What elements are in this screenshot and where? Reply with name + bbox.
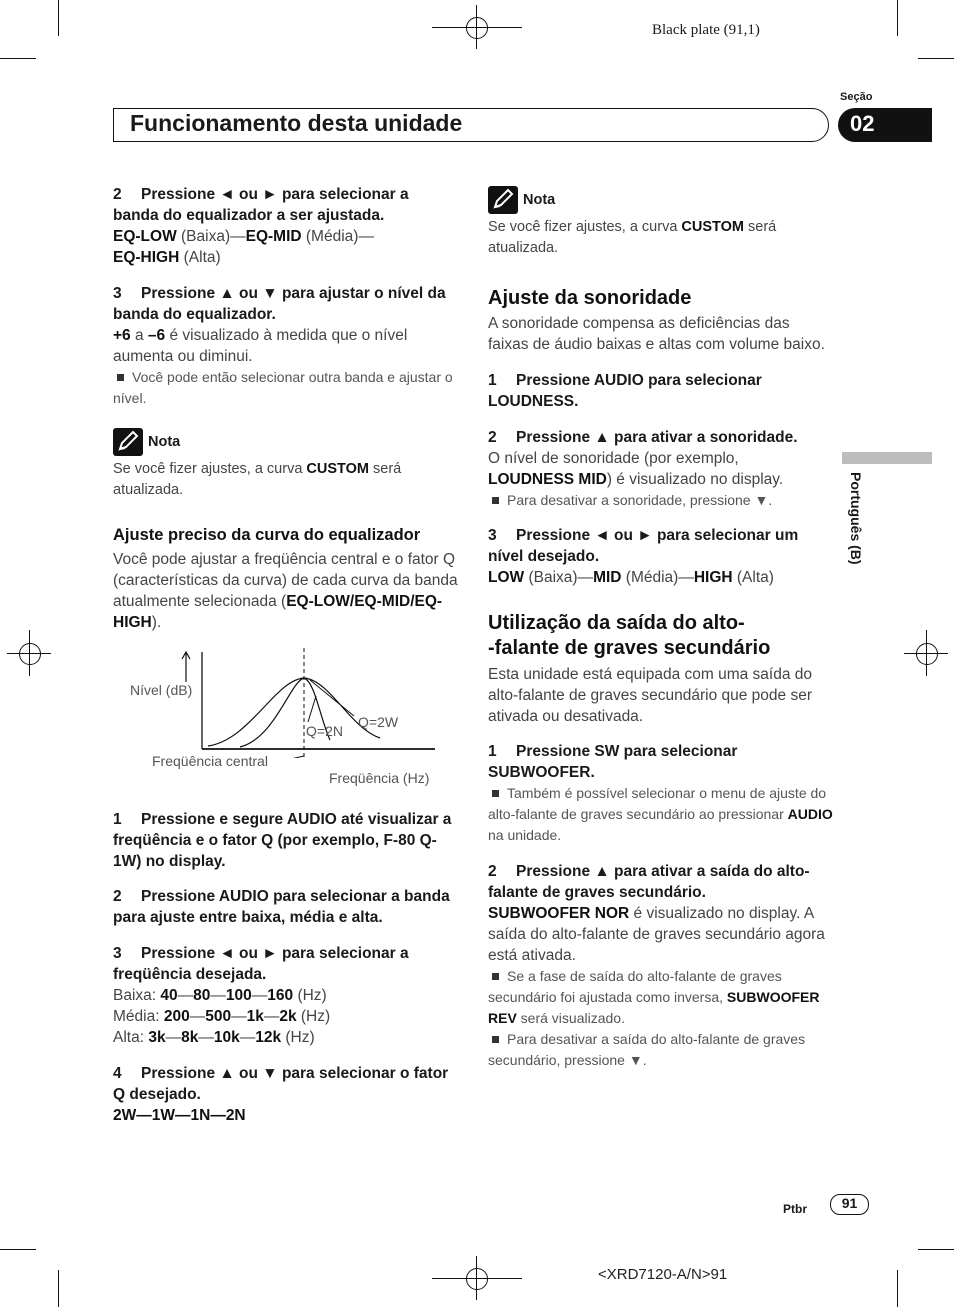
loudness-step-2-body: O nível de sonoridade (por exemplo, LOUDNESS MID) é visualizado no display. bbox=[488, 450, 784, 488]
fine-tune-body: Você pode ajustar a freqüência central e o fator Q (características da curva) de cada curva da banda atualmente selecionada (EQ-LOW/EQ-MID/EQ-HIGH). bbox=[113, 551, 458, 631]
document-code: <XRD7120-A/N>91 bbox=[598, 1266, 728, 1283]
registration-circle bbox=[19, 643, 41, 665]
graph-x-label: Freqüência (Hz) bbox=[329, 770, 430, 786]
subwoofer-step-2-body: SUBWOOFER NOR é visualizado no display. A saída do alto-falante de graves secundário agora está ativada. bbox=[488, 905, 825, 964]
page-title: Funcionamento desta unidade bbox=[130, 110, 463, 136]
note-text: Se você fizer ajustes, a curva CUSTOM será atualizada. bbox=[488, 219, 777, 256]
section-label: Seção bbox=[840, 91, 873, 103]
note-text: Se você fizer ajustes, a curva CUSTOM será atualizada. bbox=[113, 461, 402, 498]
crop-mark bbox=[897, 1270, 898, 1307]
pencil-icon bbox=[113, 428, 143, 456]
note-block bbox=[488, 186, 833, 259]
language-tab-label: Português (B) bbox=[848, 472, 864, 565]
fine-step-4: 4 Pressione ▲ ou ▼ para selecionar o fator Q desejado. bbox=[113, 1065, 449, 1103]
subwoofer-step-1-bullet: Também é possível selecionar o menu de ajuste do alto-falante de graves secundário ao pressionar AUDIO na unidade. bbox=[488, 785, 833, 843]
loudness-step-2-bullet: Para desativar a sonoridade, pressione ▼. bbox=[488, 490, 833, 511]
subwoofer-body: Esta unidade está equipada com uma saída do alto-falante de graves secundário que pode ser ativada ou desativada. bbox=[488, 666, 813, 725]
note-label: Nota bbox=[523, 191, 556, 208]
language-code: Ptbr bbox=[783, 1202, 807, 1216]
fine-tune-heading: Ajuste preciso da curva do equalizador bbox=[113, 526, 421, 544]
graph-y-label: Nível (dB) bbox=[130, 682, 193, 698]
eq-curve-diagram bbox=[180, 648, 440, 758]
step-3-heading: 3 Pressione ▲ ou ▼ para ajustar o nível da banda do equalizador. bbox=[113, 285, 446, 323]
freq-row-media: Média: 200—500—1k—2k (Hz) bbox=[113, 1008, 331, 1025]
registration-circle bbox=[466, 17, 488, 39]
registration-circle bbox=[916, 643, 938, 665]
step-2-heading: 2 Pressione ◄ ou ► para selecionar a banda do equalizador a ser ajustada. bbox=[113, 186, 409, 224]
plate-label: Black plate (91,1) bbox=[652, 22, 760, 38]
step-3-bullet: Você pode então selecionar outra banda e ajustar o nível. bbox=[113, 369, 453, 406]
subwoofer-step-2-bullet-2: Para desativar a saída do alto-falante de graves secundário, pressione ▼. bbox=[488, 1031, 806, 1068]
crop-mark bbox=[918, 58, 954, 59]
loudness-body: A sonoridade compensa as deficiências das faixas de áudio baixas e altas com volume baixo. bbox=[488, 315, 825, 353]
loudness-step-1: 1 Pressione AUDIO para selecionar LOUDNESS. bbox=[488, 372, 762, 410]
crop-mark bbox=[58, 0, 59, 36]
fine-step-1: 1 Pressione e segure AUDIO até visualizar a freqüência e o fator Q (por exemplo, F-80 Q-1W) no display. bbox=[113, 811, 452, 870]
freq-row-alta: Alta: 3k—8k—10k—12k (Hz) bbox=[113, 1029, 315, 1046]
freq-row-baixa: Baixa: 40—80—100—160 (Hz) bbox=[113, 987, 327, 1004]
subwoofer-step-2: 2 Pressione ▲ para ativar a saída do alto-falante de graves secundário. bbox=[488, 863, 810, 901]
crop-mark bbox=[918, 1249, 954, 1250]
registration-circle bbox=[466, 1268, 488, 1290]
fine-step-3: 3 Pressione ◄ ou ► para selecionar a freqüência desejada. bbox=[113, 945, 409, 983]
left-column-lower bbox=[113, 809, 458, 1126]
right-column bbox=[488, 186, 833, 1071]
loudness-step-2: 2 Pressione ▲ para ativar a sonoridade. bbox=[488, 429, 798, 446]
step-2-body: EQ-LOW (Baixa)—EQ-MID (Média)— EQ-HIGH (Alta) bbox=[113, 228, 374, 266]
graph-q-wide-label: Q=2W bbox=[358, 714, 399, 730]
step-3-body: +6 a –6 é visualizado à medida que o nível aumenta ou diminui. bbox=[113, 327, 408, 365]
crop-mark bbox=[0, 1249, 36, 1250]
left-column bbox=[113, 184, 458, 633]
crop-mark bbox=[897, 0, 898, 36]
q-values: 2W—1W—1N—2N bbox=[113, 1107, 246, 1124]
subwoofer-step-1: 1 Pressione SW para selecionar SUBWOOFER. bbox=[488, 743, 738, 781]
crop-mark bbox=[0, 58, 36, 59]
subwoofer-heading: Utilização da saída do alto- -falante de graves secundário bbox=[488, 612, 771, 659]
graph-q-narrow-label: Q=2N bbox=[306, 723, 343, 739]
q-wide-pointer bbox=[310, 680, 354, 716]
loudness-step-3: 3 Pressione ◄ ou ► para selecionar um nível desejado. bbox=[488, 527, 799, 565]
y-arrow bbox=[182, 652, 190, 682]
page-number: 91 bbox=[841, 1195, 858, 1211]
loudness-step-3-body: LOW (Baixa)—MID (Média)—HIGH (Alta) bbox=[488, 569, 774, 586]
language-tab-bar bbox=[842, 452, 932, 464]
pencil-icon bbox=[488, 186, 518, 214]
crop-mark bbox=[58, 1270, 59, 1307]
section-number: 02 bbox=[850, 111, 875, 136]
subwoofer-step-2-bullet-1: Se a fase de saída do alto-falante de graves secundário foi ajustada como inversa, SUBWOOFER REV será visualizado. bbox=[488, 968, 820, 1026]
q-narrow-pointer bbox=[308, 696, 316, 722]
loudness-heading: Ajuste da sonoridade bbox=[488, 287, 692, 309]
fine-step-2: 2 Pressione AUDIO para selecionar a banda para ajuste entre baixa, média e alta. bbox=[113, 888, 450, 926]
note-label: Nota bbox=[148, 433, 181, 450]
center-pointer bbox=[286, 756, 304, 758]
graph-center-label: Freqüência central bbox=[152, 753, 268, 769]
note-block bbox=[113, 428, 458, 501]
